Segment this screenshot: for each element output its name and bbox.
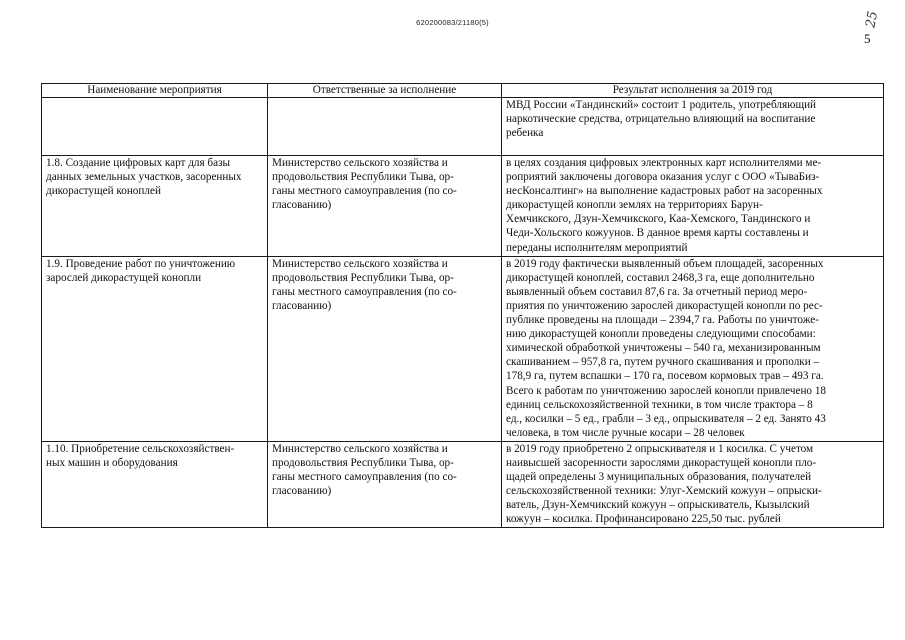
column-header-result: Результат исполнения за 2019 год [502,84,884,98]
cell-name [42,256,268,441]
cell-result-text: МВД России «Тандинский» состоит 1 родитель, употребляющий наркотические средства, отрицательно влияющий на воспитание ребенка [506,99,817,140]
cell-responsible [268,441,502,528]
cell-result [502,256,884,441]
table-row [42,98,884,156]
cell-name-text: 1.8. Создание цифровых карт для базы данных земельных участков, засоренных дикорастущей коноплей [46,157,242,198]
handwritten-mark: 25 [863,10,882,29]
cell-responsible-text: Министерство сельского хозяйства и продовольствия Республики Тыва, ор- ганы местного самоуправления (по со- гласованию) [272,442,457,498]
table-row [42,256,884,441]
column-header-name: Наименование мероприятия [42,84,268,98]
cell-result-text: в 2019 году приобретено 2 опрыскивателя и 1 косилка. С учетом наивысшей засоренности зарослями дикорастущей конопли пло- щадей определены 3 муниципальных образования, получателей сельскохозяйственной техники: Улуг-Хемский кожуун – опрыски- ватель, Дзун-Хемчикский кожуун – опрыскиватель, Кызылский кожуун – косилка. Профинансировано 225,50 тыс. рублей [506,442,822,526]
table-row [42,441,884,528]
cell-responsible [268,256,502,441]
table-row [42,156,884,257]
cell-name [42,98,268,156]
cell-result [502,441,884,528]
document-id: 620200083/21180(5) [416,18,489,27]
cell-responsible [268,156,502,257]
events-table [41,83,884,528]
cell-name-text: 1.9. Проведение работ по уничтожению зарослей дикорастущей конопли [46,257,236,284]
cell-name-text: 1.10. Приобретение сельскохозяйствен- ных машин и оборудования [46,442,235,469]
cell-name [42,441,268,528]
cell-result-text: в целях создания цифровых электронных карт исполнителями ме- роприятий заключены договора оказания услуг с ООО «ТываБиз- несКонсалтинг» на выполнение кадастровых работ на засоренных дикорастущей конопли землях на территориях Барун- Хемчикского, Дзун-Хемчикского, Каа-Хемского, Тандинского и Чеди-Хольского кожуунов. В данное время карты составлены и переданы исполнителям мероприятий [506,157,823,254]
column-header-responsible: Ответственные за исполнение [268,84,502,98]
table-header-row [42,84,884,98]
cell-result [502,98,884,156]
cell-result-text: в 2019 году фактически выявленный объем площадей, засоренных дикорастущей коноплей, составил 2468,3 га, еще дополнительно выявленный объем составил 87,6 га. За отчетный период меро- приятия по уничтожению зарослей дикорастущей конопли по рес- публике проведены на площади – 2394,7 га. Работы по уничтоже- нию дикорастущей конопли проведены следующими способами: химической обработкой уничтожены – 540 га, механизированным скашиванием – 957,8 га, путем ручного скашивания и прополки – 178,9 га, путем вспашки – 170 га, посевом кормовых трав – 493 га. Всего к работам по уничтожению зарослей конопли привлечено 18 единиц сельскохозяйственной техники, в том числе трактора – 8 ед., косилки – 5 ед., грабли – 3 ед., опрыскивателя – 2 ед. Занято 43 человека, в том числе ручные косари – 28 человек [506,257,827,439]
cell-responsible-text: Министерство сельского хозяйства и продовольствия Республики Тыва, ор- ганы местного самоуправления (по со- гласованию) [272,257,457,312]
cell-responsible [268,98,502,156]
cell-name [42,156,268,257]
cell-result [502,156,884,257]
page-number: 5 [864,31,871,46]
cell-responsible-text: Министерство сельского хозяйства и продовольствия Республики Тыва, ор- ганы местного самоуправления (по со- гласованию) [272,157,457,212]
